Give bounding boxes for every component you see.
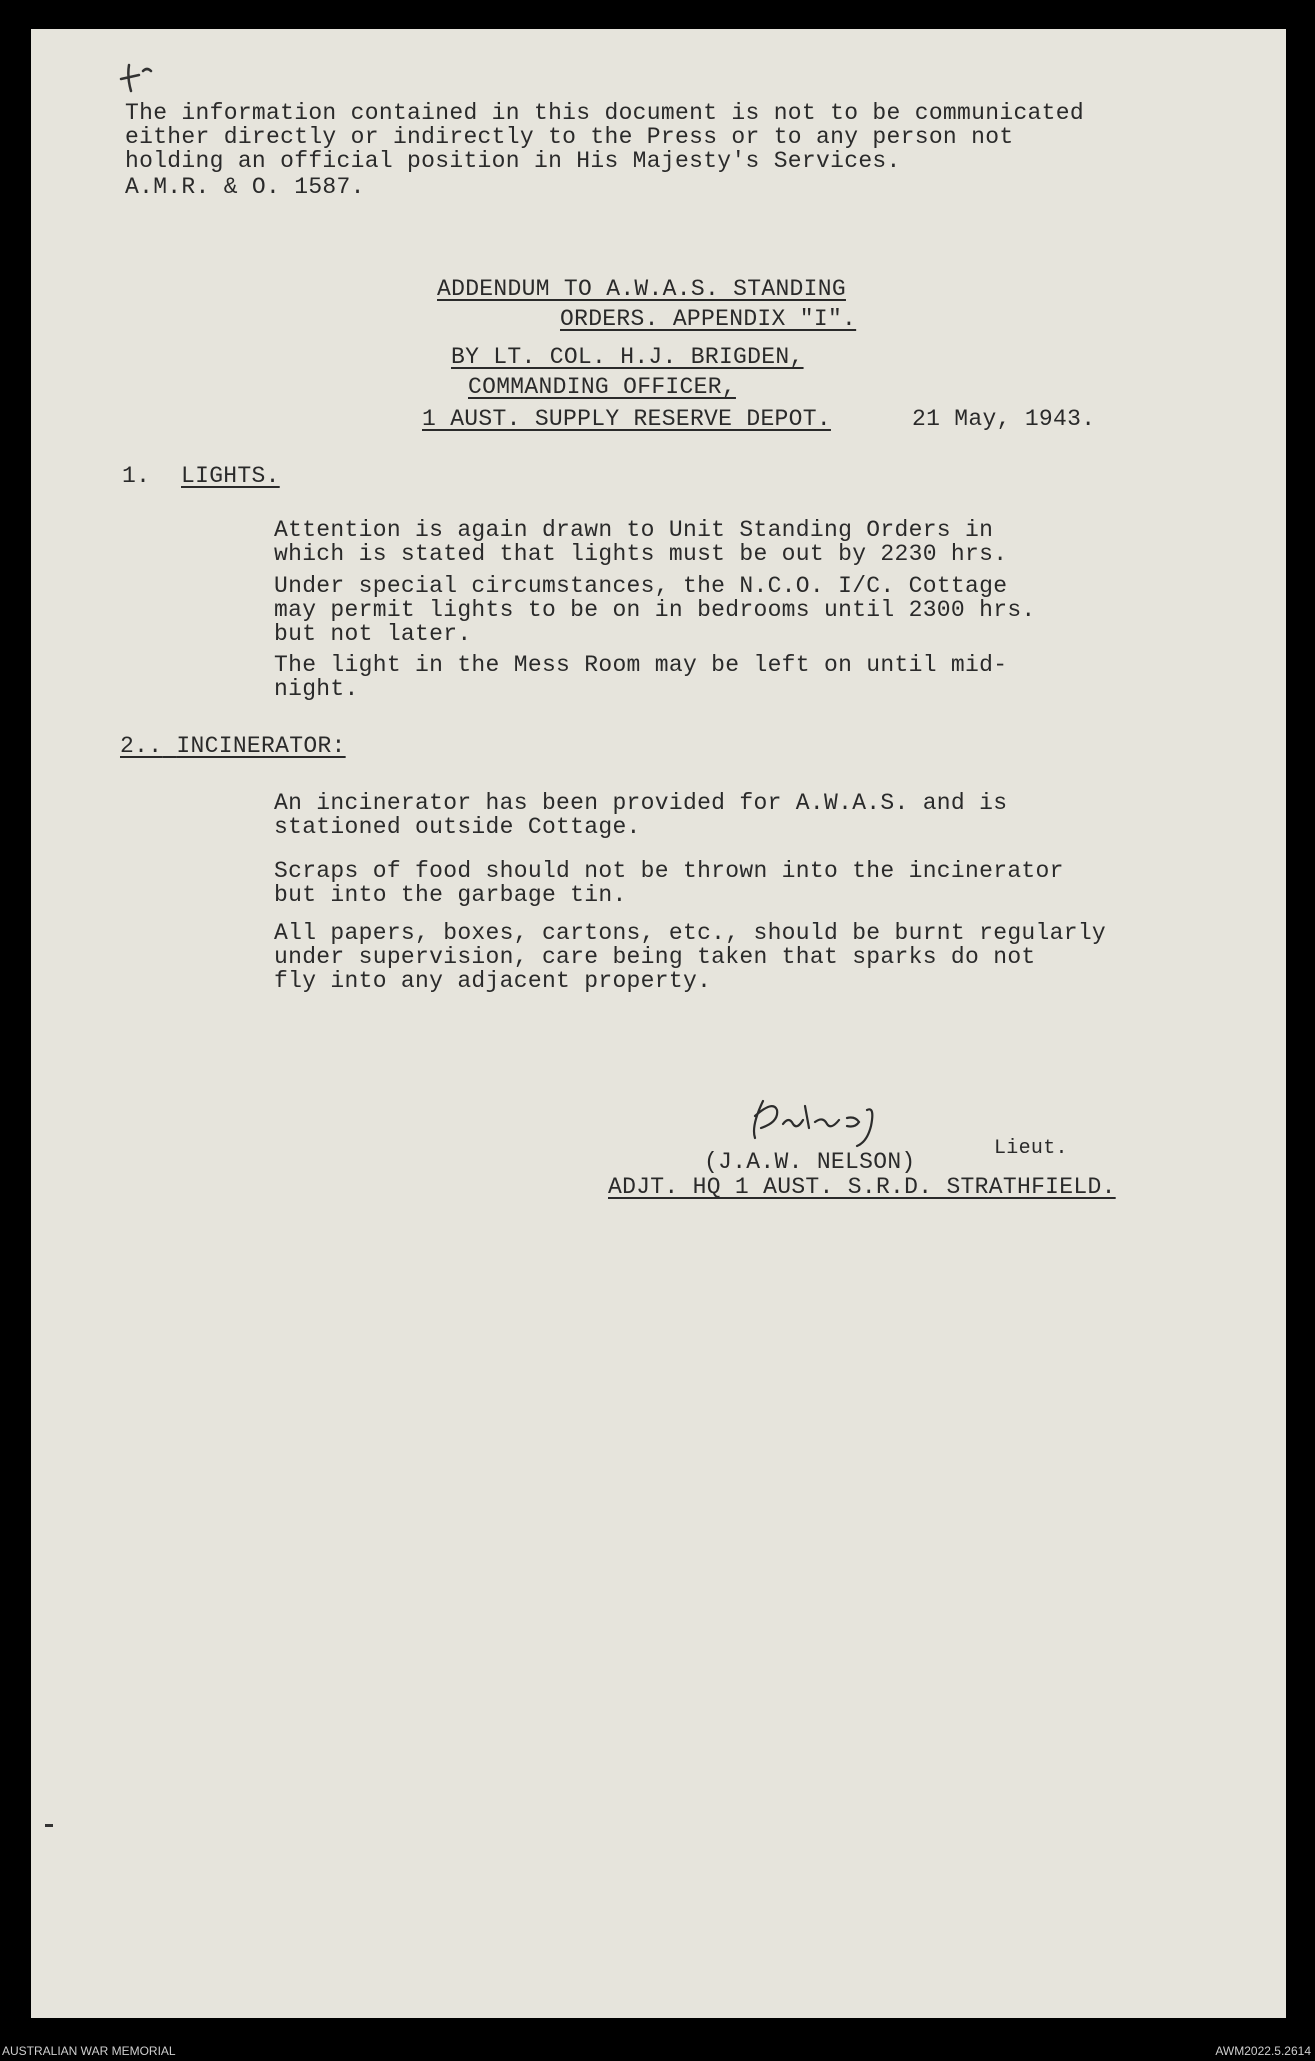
section-1-number: 1.: [122, 463, 151, 489]
footer-institution: AUSTRALIAN WAR MEMORIAL: [2, 2044, 176, 2058]
lights-para-1-line-2: which is stated that lights must be out by 2230 hrs.: [274, 541, 1008, 567]
lights-para-2-line-3: but not later.: [274, 621, 472, 647]
heading-line-5: 1 AUST. SUPPLY RESERVE DEPOT.: [422, 406, 831, 432]
signatory-title: ADJT. HQ 1 AUST. S.R.D. STRATHFIELD.: [608, 1174, 1116, 1200]
heading-line-1: ADDENDUM TO A.W.A.S. STANDING: [437, 276, 846, 302]
notice-line-1: The information contained in this document is not to be communicated: [125, 100, 1084, 126]
lights-para-3-line-2: night.: [274, 676, 359, 702]
section-1-title: LIGHTS.: [181, 463, 280, 489]
lights-para-2-line-2: may permit lights to be on in bedrooms until 2300 hrs.: [274, 597, 1036, 623]
incinerator-para-2-line-1: Scraps of food should not be thrown into the incinerator: [274, 858, 1064, 884]
incinerator-para-3-line-1: All papers, boxes, cartons, etc., should be burnt regularly: [274, 920, 1107, 946]
heading-line-3: BY LT. COL. H.J. BRIGDEN,: [451, 344, 804, 370]
handwritten-mark: [113, 57, 173, 97]
notice-reference: A.M.R. & O. 1587.: [125, 174, 365, 200]
lights-para-3-line-1: The light in the Mess Room may be left on until mid-: [274, 652, 1008, 678]
section-2-title: INCINERATOR:: [176, 733, 346, 759]
incinerator-para-3-line-3: fly into any adjacent property.: [274, 968, 712, 994]
lights-para-1-line-1: Attention is again drawn to Unit Standing Orders in: [274, 517, 994, 543]
section-2-number: 2..: [120, 733, 163, 759]
signatory-rank: Lieut.: [994, 1137, 1068, 1160]
handwritten-signature: [743, 1086, 973, 1156]
incinerator-para-3-line-2: under supervision, care being taken that sparks do not: [274, 944, 1036, 970]
incinerator-para-2-line-2: but into the garbage tin.: [274, 882, 627, 908]
signatory-name: (J.A.W. NELSON): [704, 1149, 916, 1175]
heading-line-2: ORDERS. APPENDIX "I".: [560, 306, 857, 332]
heading-line-4: COMMANDING OFFICER,: [468, 374, 736, 400]
section-2-heading: [120, 734, 346, 759]
incinerator-para-1-line-2: stationed outside Cottage.: [274, 814, 641, 840]
document-date: 21 May, 1943.: [912, 406, 1096, 432]
incinerator-para-1-line-1: An incinerator has been provided for A.W.A.S. and is: [274, 790, 1008, 816]
notice-line-2: either directly or indirectly to the Press or to any person not: [125, 124, 1014, 150]
lights-para-2-line-1: Under special circumstances, the N.C.O. I/C. Cottage: [274, 573, 1008, 599]
footer-accession-number: AWM2022.5.2614: [1215, 2044, 1311, 2058]
document-page: [31, 29, 1286, 2018]
notice-line-3: holding an official position in His Majesty's Services.: [125, 148, 901, 174]
margin-mark: [45, 1824, 53, 1827]
